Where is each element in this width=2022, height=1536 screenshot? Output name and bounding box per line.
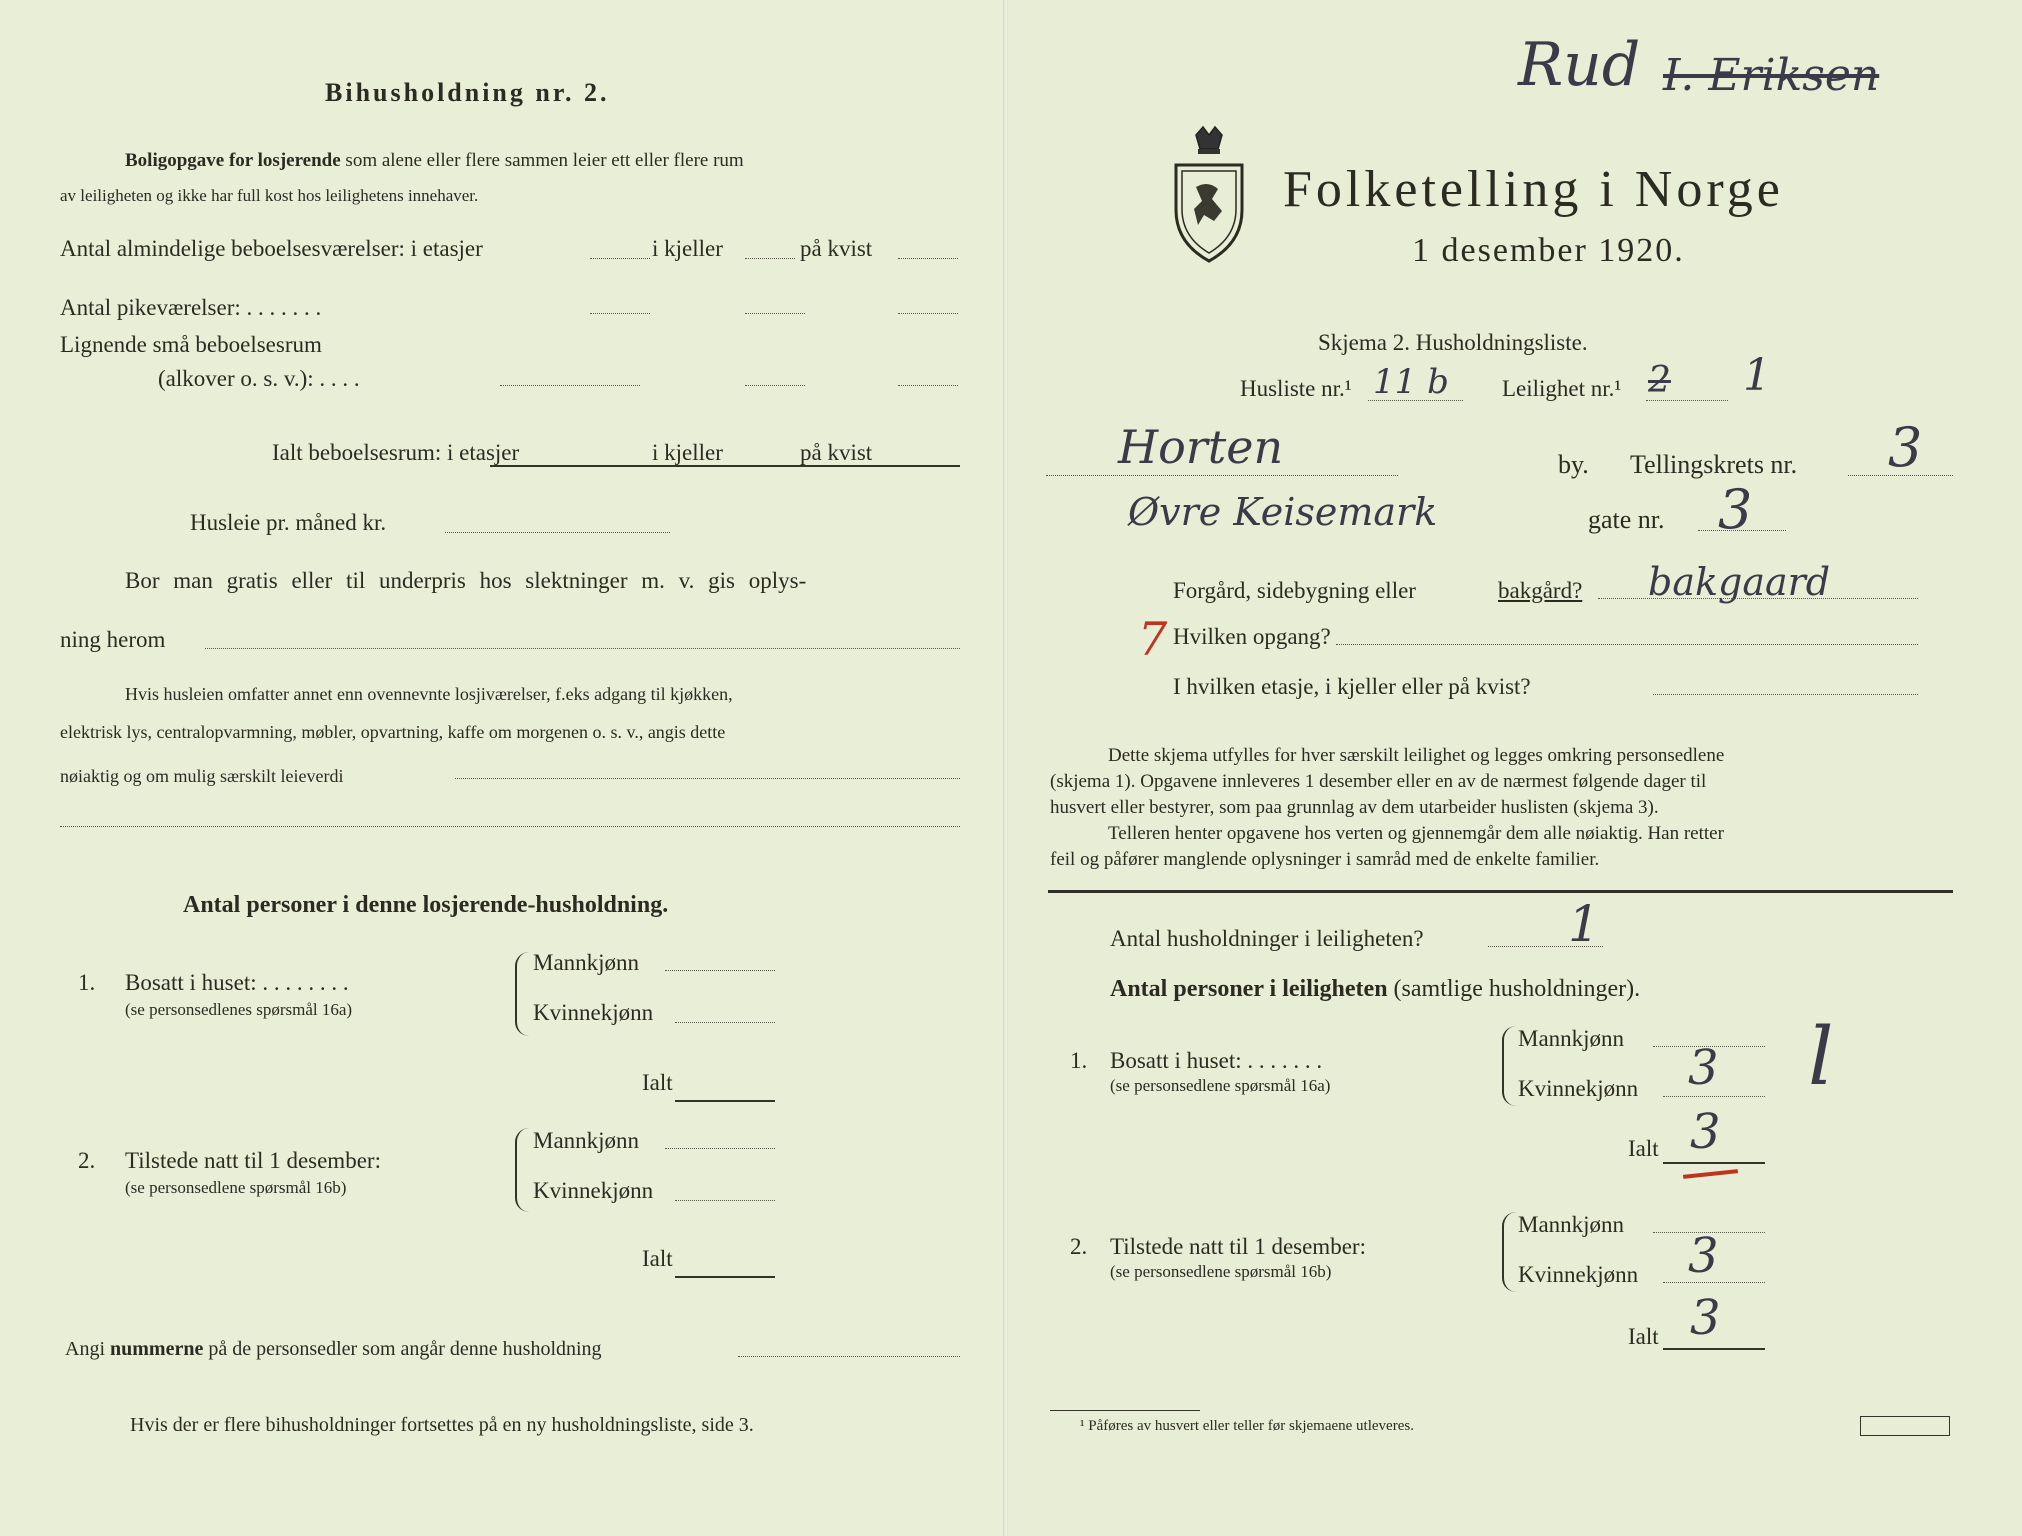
right-page [1008,0,2022,1536]
opgang-field[interactable] [1336,644,1918,645]
q1-sub: (se personsedlenes spørsmål 16a) [125,1000,353,1019]
alkover-etasjer-field[interactable] [500,385,640,386]
r-q1-mann-label: Mannkjønn [1518,1026,1625,1051]
forgaard-label: Forgård, sidebygning eller [1173,578,1416,603]
r-q2-label: Tilstede natt til 1 desember: [1110,1234,1366,1259]
q1-ialt-field[interactable] [675,1100,775,1102]
opgang-label: Hvilken opgang? [1173,624,1331,649]
husliste-value: 11 b [1373,362,1449,402]
antal-pike-label: Antal pikeværelser: . . . . . . . [60,295,322,320]
gate-nr-field[interactable] [1698,530,1786,531]
leilighet-struck: 2 [1648,360,1671,401]
r-q2-kvinne-value: 3 [1688,1228,1719,1284]
etasjer-field[interactable] [590,258,650,259]
antal-hush-field[interactable] [1488,946,1603,947]
kjeller-field[interactable] [745,258,795,259]
q2-mann-label: Mannkjønn [533,1128,640,1153]
ialt-beboelses-label: Ialt beboelsesrum: i etasjer [272,440,520,465]
r-q2-num: 2. [1070,1234,1088,1259]
angi-pre: Angi [65,1338,105,1360]
coat-of-arms-icon [1168,125,1250,265]
q1-kvinne-label: Kvinnekjønn [533,1000,654,1025]
husleie-label: Husleie pr. måned kr. [190,510,387,535]
alkover-label: (alkover o. s. v.): . . . . [158,366,360,391]
antal-pers-bold: Antal personer i leiligheten [1110,976,1388,1002]
q2-mann-field[interactable] [665,1148,775,1149]
r-q2-kvinne-field[interactable] [1663,1282,1765,1283]
forgaard-field[interactable] [1598,598,1918,599]
para-line5: feil og påfører manglende oplysninger i samråd med de enkelte familier. [1050,849,1600,870]
r-q1-brace [1502,1026,1516,1106]
r-q2-sub: (se personsedlene spørsmål 16b) [1110,1262,1332,1281]
tellingskrets-label: Tellingskrets nr. [1630,450,1798,479]
herom-field[interactable] [205,648,960,649]
intro-rest: som alene eller flere sammen leier ett eller flere rum [345,150,744,171]
pike-kvist-field[interactable] [898,313,958,314]
q2-brace [515,1128,529,1212]
kvist-field[interactable] [898,258,958,259]
q2-ialt-field[interactable] [675,1276,775,1278]
angi-rest: på de personsedler som angår denne husholdning [208,1338,602,1360]
q2-kvinne-label: Kvinnekjønn [533,1178,654,1203]
left-footer: Hvis der er flere bihusholdninger fortsettes på en ny husholdningsliste, side 3. [130,1414,754,1436]
skjema-label: Skjema 2. Husholdningsliste. [1318,330,1588,355]
left-page [0,0,1007,1536]
hvis-line1: Hvis husleien omfatter annet enn ovennevnte losjiværelser, f.eks adgang til kjøkken, [125,684,733,704]
q1-kvinne-field[interactable] [675,1022,775,1023]
ialt-paa-kvist-label: på kvist [800,440,873,465]
q2-kvinne-field[interactable] [675,1200,775,1201]
q2-num: 2. [78,1148,96,1173]
by-field[interactable] [1046,475,1398,476]
intro-line2: av leiligheten og ikke har full kost hos leilighetens innehaver. [60,186,479,205]
antal-personer-heading: Antal personer i denne losjerende-husholdning. [183,892,669,918]
q1-num: 1. [78,970,96,995]
r-q2-ialt-field[interactable] [1663,1348,1765,1350]
leilighet-value: 1 [1743,350,1771,401]
r-q1-kvinne-field[interactable] [1663,1096,1765,1097]
antal-beboelses-label: Antal almindelige beboelsesværelser: i etasjer [60,236,483,261]
r-q2-ialt-label: Ialt [1628,1324,1659,1349]
forgaard-value: bakgaard [1648,560,1831,604]
angi-bold: nummerne [110,1338,204,1360]
r-q2-mann-label: Mannkjønn [1518,1212,1625,1237]
leilighet-label: Leilighet nr.¹ [1502,376,1622,401]
hvis-line2: elektrisk lys, centralopvarmning, møbler, opvartning, kaffe om morgenen o. s. v., angis dette [60,722,726,742]
r-q1-kvinne-value: 3 [1688,1040,1719,1096]
q1-mann-field[interactable] [665,970,775,971]
r-q2-brace [1502,1212,1516,1292]
bor-man-label: Bor man gratis eller til underpris hos slektninger m. v. gis oplys- [125,568,807,593]
footnote: ¹ Påføres av husvert eller teller før skjemaene utleveres. [1080,1418,1414,1434]
paa-kvist-label: på kvist [800,236,873,261]
husleie-field[interactable] [445,532,670,533]
q1-label: Bosatt i huset: . . . . . . . . [125,970,349,995]
q2-label: Tilstede natt til 1 desember: [125,1148,381,1173]
ialt-i-kjeller-label: i kjeller [652,440,723,465]
ialt-underline [490,465,960,467]
red-check-mark [1683,1169,1738,1179]
para-line2: (skjema 1). Opgavene innleveres 1 desember eller en av de nærmest følgende dager til [1050,771,1707,792]
r-q1-ialt-value: 3 [1690,1104,1721,1160]
by-label: by. [1558,450,1589,479]
etasje-label: I hvilken etasje, i kjeller eller på kvist? [1173,674,1531,699]
bihusholdning-title: Bihusholdning nr. 2. [325,78,610,107]
section-rule [1048,890,1953,893]
r-q1-kvinne-label: Kvinnekjønn [1518,1076,1639,1101]
etasje-field[interactable] [1653,694,1918,695]
tellingskrets-field[interactable] [1848,475,1953,476]
r-q1-margin-mark: l [1808,1010,1834,1103]
alkover-kjeller-field[interactable] [745,385,805,386]
q2-sub: (se personsedlene spørsmål 16b) [125,1178,347,1197]
opgang-red-mark: 7 [1138,612,1168,666]
printer-stamp [1860,1416,1950,1436]
para-line1: Dette skjema utfylles for hver særskilt leilighet og legges omkring personsedlene [1108,745,1725,766]
r-q1-ialt-field[interactable] [1663,1162,1765,1164]
r-q2-kvinne-label: Kvinnekjønn [1518,1262,1639,1287]
angi-field[interactable] [738,1356,960,1357]
pike-etasjer-field[interactable] [590,313,650,314]
handwritten-top: Rud [1518,30,1641,100]
leieverdi-field[interactable] [455,778,960,779]
q2-ialt-label: Ialt [642,1246,673,1271]
by-value: Horten [1118,420,1284,474]
r-q1-num: 1. [1070,1048,1088,1073]
gate-value: Øvre Keisemark [1128,490,1438,534]
antal-hush-value: 1 [1568,895,1600,953]
r-q1-label: Bosatt i huset: . . . . . . . [1110,1048,1323,1073]
gate-label: gate nr. [1588,505,1665,534]
folketelling-title: Folketelling i Norge [1283,161,1784,218]
para-line3: husvert eller bestyrer, som paa grunnlag av dem utarbeider huslisten (skjema 3). [1050,797,1659,818]
footnote-rule [1050,1410,1200,1411]
hvis-line3: nøiaktig og om mulig særskilt leieverdi [60,766,344,786]
antal-hush-label: Antal husholdninger i leiligheten? [1110,926,1424,951]
q1-mann-label: Mannkjønn [533,950,640,975]
gate-nr-value: 3 [1718,478,1753,541]
leilighet-field[interactable] [1646,400,1728,401]
r-q1-sub: (se personsedlene spørsmål 16a) [1110,1076,1331,1095]
i-kjeller-label: i kjeller [652,236,723,261]
leieverdi-field-2[interactable] [60,826,960,827]
ning-herom-label: ning herom [60,627,166,652]
tellingskrets-value: 3 [1888,416,1923,479]
q1-brace [515,952,529,1036]
para-line4: Telleren henter opgavene hos verten og gjennemgår dem alle nøiaktig. Han retter [1108,823,1724,844]
alkover-kvist-field[interactable] [898,385,958,386]
handwritten-struck: I. Eriksen [1663,50,1880,101]
census-date: 1 desember 1920. [1412,232,1685,269]
intro-bold: Boligopgave for losjerende [125,150,341,171]
r-q1-ialt-label: Ialt [1628,1136,1659,1161]
antal-pers-rest: (samtlige husholdninger). [1393,976,1641,1002]
lignende-label: Lignende små beboelsesrum [60,332,322,357]
husliste-label: Husliste nr.¹ [1240,376,1352,401]
q1-ialt-label: Ialt [642,1070,673,1095]
bakgaard-option[interactable]: bakgård? [1498,578,1583,603]
pike-kjeller-field[interactable] [745,313,805,314]
r-q2-ialt-value: 3 [1690,1290,1721,1346]
husliste-field[interactable] [1368,400,1463,401]
